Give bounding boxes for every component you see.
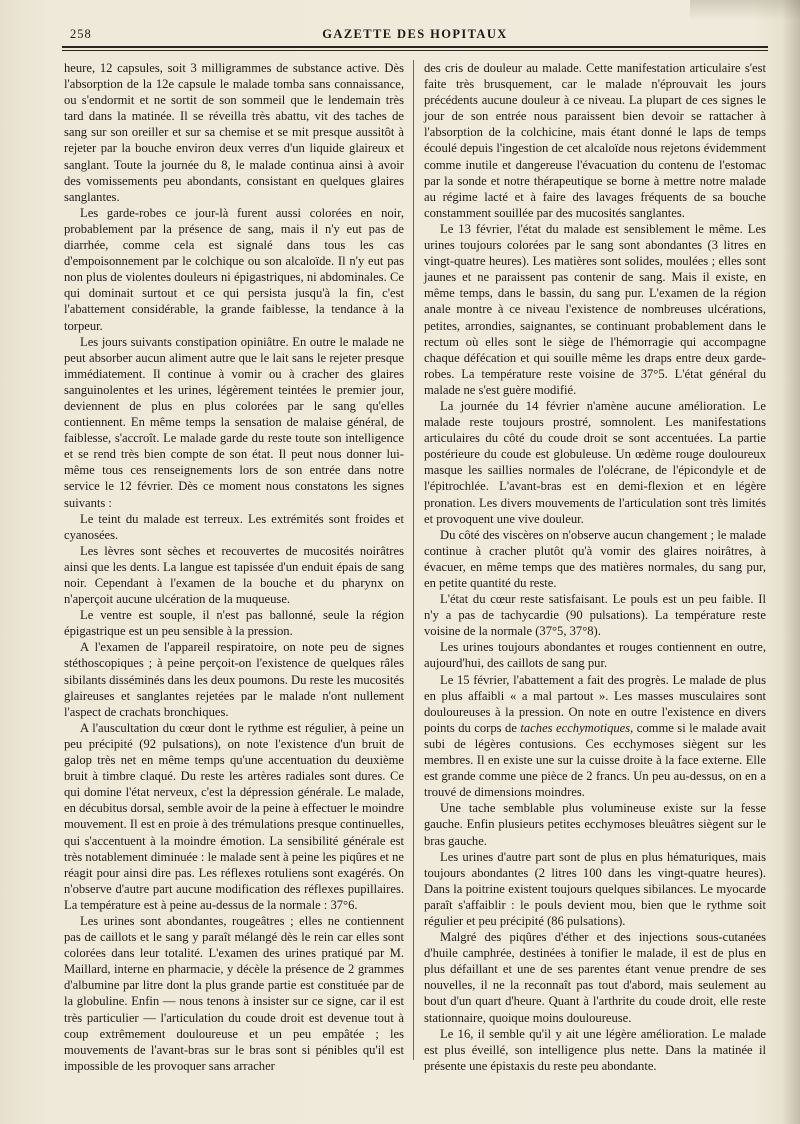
paragraph-text: Le 16, il semble qu'il y ait une légère amélioration. Le malade est plus éveillé, son intelligence plus nette. Dans la matinée il présente une épistaxis du reste peu abondante. [424,1026,766,1073]
paragraph [424,221,766,398]
paragraph [424,591,766,639]
paragraph [424,527,766,591]
paragraph-text: Les urines toujours abondantes et rouges contiennent en outre, aujourd'hui, des caillots de sang pur. [424,640,766,671]
left-column [64,60,404,1073]
paragraph-text: Les urines d'autre part sont de plus en plus hématuriques, mais toujours abondantes (2 litres 100 dans les vingt-quatre heures). Dans la poitrine existent toujours quelques sibilances. Le myocarde paraît s'affaiblir : le pouls devient mou, bien que le rythme soit régulier et peu précipité (86 pulsations). [424,849,766,928]
paragraph [424,398,766,527]
paragraph [64,913,404,1074]
paragraph-text: Le 15 février, l'abattement a fait des progrès. Le malade de plus en plus affaibli « a mal partout ». Les masses musculaires sont douloureuses à la pression. On note en outre l'existence en divers points du corps de [424,672,766,735]
paragraph-text: A l'auscultation du cœur dont le rythme est régulier, à peine un peu précipité (92 pulsations), on note l'existence d'un bruit de galop très net en même temps qu'une accentuation du deuxième bruit à timbre claqué. Du reste les artères radiales sont dures. Ce qui domine l'état nerveux, c'est la dépression générale. Le malade, en décubitus dorsal, semble avoir de la peine à effectuer le moindre mouvement. Il est en proie à des trémulations presque continuelles, qui s'accentuent à la moindre émotion. La sensibilité générale est très notablement diminuée : le malade sent à peine les piqûres et ne réagit pour ainsi dire pas. Les réflexes rotuliens sont exagérés. On n'observe d'autre part aucune modification des réflexes pupillaires. La température est à peine au-dessus de la normale : 37°6. [64,720,404,912]
paragraph [424,800,766,848]
paragraph-text: heure, 12 capsules, soit 3 milligrammes de substance active. Dès l'absorption de la 12e capsule le malade tomba sans connaissance, ou s'endormit et ne sortit de son sommeil que le lendemain très tard dans la matinée. Il se réveilla très abattu, vit des taches de sang sur son oreiller et sur sa chemise et se mit presque aussitôt à rejeter par la bouche environ deux verres d'un liquide glaireux et sanglant. Toute la journée du 8, le malade continua ainsi à avoir des vomissements peu abondants, consistant en quelques glaires sanglantes. [64,61,404,204]
paragraph-text: Les jours suivants constipation opiniâtre. En outre le malade ne peut absorber aucun aliment autre que le lait sans le rejeter presque immédiatement. Il continue à vomir ou à cracher des glaires sanguinolentes et les urines, légèrement teintées le premier jour, deviennent de plus en plus colorées par le sang qu'elles contiennent. En même temps la sensation de malaise général, de faiblesse, s'accroît. Le malade garde du reste toute son intelligence et se rend très bien compte de son état. Il peut nous donner lui-même tous ces renseignements lors de son entrée dans notre service le 12 février. Dès ce moment nous constatons les signes suivants : [64,334,404,510]
paragraph [424,60,766,221]
paragraph-text: Une tache semblable plus volumineuse existe sur la fesse gauche. Enfin plusieurs petites ecchymoses bleuâtres siègent sur le bras gauche. [424,801,766,848]
paragraph-text: Les garde-robes ce jour-là furent aussi colorées en noir, probablement par la présence de sang, mais il n'y eut pas de diarrhée, comme cela est signalé dans tous les cas d'empoisonnement par le colchique ou son alcaloïde. Il n'y eut pas non plus de violentes douleurs ni épigastriques, ni abdominales. Ce qui dominait surtout et ce qui persista jusqu'à la fin, c'est l'abattement considérable, la grande faiblesse, la tendance à la torpeur. [64,205,404,333]
paragraph-text: La journée du 14 février n'amène aucune amélioration. Le malade reste toujours prostré, somnolent. Les manifestations articulaires du côté du coude droit se sont accentuées. La partie postérieure du coude est globuleuse. Un œdème rouge douloureux masque les saillies normales de l'olécrane, de l'épicondyle et de l'épitrochlée. L'avant-bras est en demi-flexion et en légère pronation. Les divers mouvements de l'articulation sont très limités et provoquent une vive douleur. [424,398,766,526]
paragraph [64,607,404,639]
header-rule-thick [62,46,768,48]
page-number: 258 [70,27,92,41]
paragraph-text: Du côté des viscères on n'observe aucun changement ; le malade continue à cracher plutôt qu'à vomir des glaires noirâtres, à évacuer, en même temps que des matières normales, du sang pur, en petite quantité du reste. [424,527,766,590]
page-edge-shadow [782,0,800,1124]
paragraph-text: Les urines sont abondantes, rougeâtres ; elles ne contiennent pas de caillots et le sang y paraît mélangé dès le rein car elles sont colorées dans leur totalité. L'examen des urines pratiqué par M. Maillard, interne en pharmacie, y décèle la présence de 2 grammes d'albumine par litre dont la plus grande partie est constituée par de la globuline. Enfin — nous tenons à insister sur ce signe, car il est très particulier — l'articulation du coude droit est devenue tout à coup extrêmement douloureuse et un peu empâtée ; les mouvements de l'avant-bras sur le bras sont si pénibles qu'il est impossible de les provoquer sans arracher [64,913,404,1073]
paragraph-text: Le 13 février, l'état du malade est sensiblement le même. Les urines toujours colorées par le sang sont abondantes (3 litres en vingt-quatre heures). Les matières sont solides, moulées ; elles sont jaunes et ne paraissent pas contenir de sang. Mais il existe, en même temps, dans le bassin, du sang pur. L'examen de la région anale montre à ce niveau l'existence de nombreuses ulcérations, petites, arrondies, saignantes, se continuant probablement dans le rectum où elles sont le siège de l'hémorragie qui accompagne chaque défécation et qui souille même les draps entre deux garde-robes. La température reste voisine de 37°5. L'état général du malade ne s'est guère modifié. [424,221,766,397]
paragraph [64,720,404,913]
paragraph-text: Le teint du malade est terreux. Les extrémités sont froides et cyanosées. [64,511,404,542]
column-divider [413,60,414,1060]
italic-term: taches ecchymotiques [520,720,631,735]
paragraph-text: des cris de douleur au malade. Cette manifestation articulaire s'est faite très brusquement, car le malade n'éprouvait les jours précédents aucune douleur à ce niveau. La plupart de ces signes le jour de son entrée nous paraissent bien devoir se rattacher à l'absorption de la colchicine, mais étant donné le laps de temps écoulé depuis l'ingestion de cet alcaloïde nous rejetons évidemment comme inutile et dangereuse l'évacuation du contenu de l'estomac par la sonde et notre thérapeutique se borne à mettre notre malade au régime lacté et à faire des lavages fréquents de sa bouche constamment souillée par des mucosités sanglantes. [424,61,766,220]
paragraph-text: , comme si le malade avait subi de légères contusions. Ces ecchymoses siègent sur les membres. Il en existe une sur la cuisse droite à la face externe. Elle est grande comme une pièce de 2 francs. Un peu au-dessus, on en a trouvé de dimensions moindres. [424,720,766,800]
paragraph [424,1026,766,1074]
paragraph [64,60,404,205]
paragraph [424,929,766,1026]
right-column [424,60,766,1073]
paragraph [64,543,404,607]
paragraph-text: Malgré des piqûres d'éther et des injections sous-cutanées d'huile camphrée, destinées à tonifier le malade, il est de plus en plus défaillant et une de ses parentes étant venue prendre de ses nouvelles, il ne la reconnaît pas tout d'abord, mais seulement au bout d'un quart d'heure. Quant à l'arthrite du coude droit, elle reste stationnaire, quoique moins douloureuse. [424,930,766,1025]
header-rule-thin [62,50,768,51]
paragraph [64,334,404,511]
paragraph-text: Le ventre est souple, il n'est pas ballonné, seule la région épigastrique est un peu sensible à la pression. [64,608,404,639]
running-header [62,24,768,46]
paragraph [424,849,766,929]
paragraph [64,205,404,334]
paragraph-text: A l'examen de l'appareil respiratoire, on note peu de signes stéthoscopiques ; à peine perçoit-on l'existence de quelques râles sibilants disséminés dans les deux poumons. Du reste les mucosités glaireuses et sanglantes rejetées par le malade n'ont nullement l'aspect de crachats bronchiques. [64,640,404,719]
journal-title: GAZETTE DES HOPITAUX [322,27,508,41]
paragraph-text: Les lèvres sont sèches et recouvertes de mucosités noirâtres ainsi que les dents. La langue est tapissée d'un enduit épais de sang noir. Cependant à l'examen de la bouche et du pharynx on n'aperçoit aucune ulcération de la muqueuse. [64,543,404,607]
paragraph [64,639,404,719]
paragraph [424,639,766,671]
paragraph-text: L'état du cœur reste satisfaisant. Le pouls est un peu faible. Il n'y a pas de tachycardie (90 pulsations). La température reste voisine de la normale (37°5, 37°8). [424,592,766,639]
paragraph [64,511,404,543]
paragraph [424,672,766,801]
